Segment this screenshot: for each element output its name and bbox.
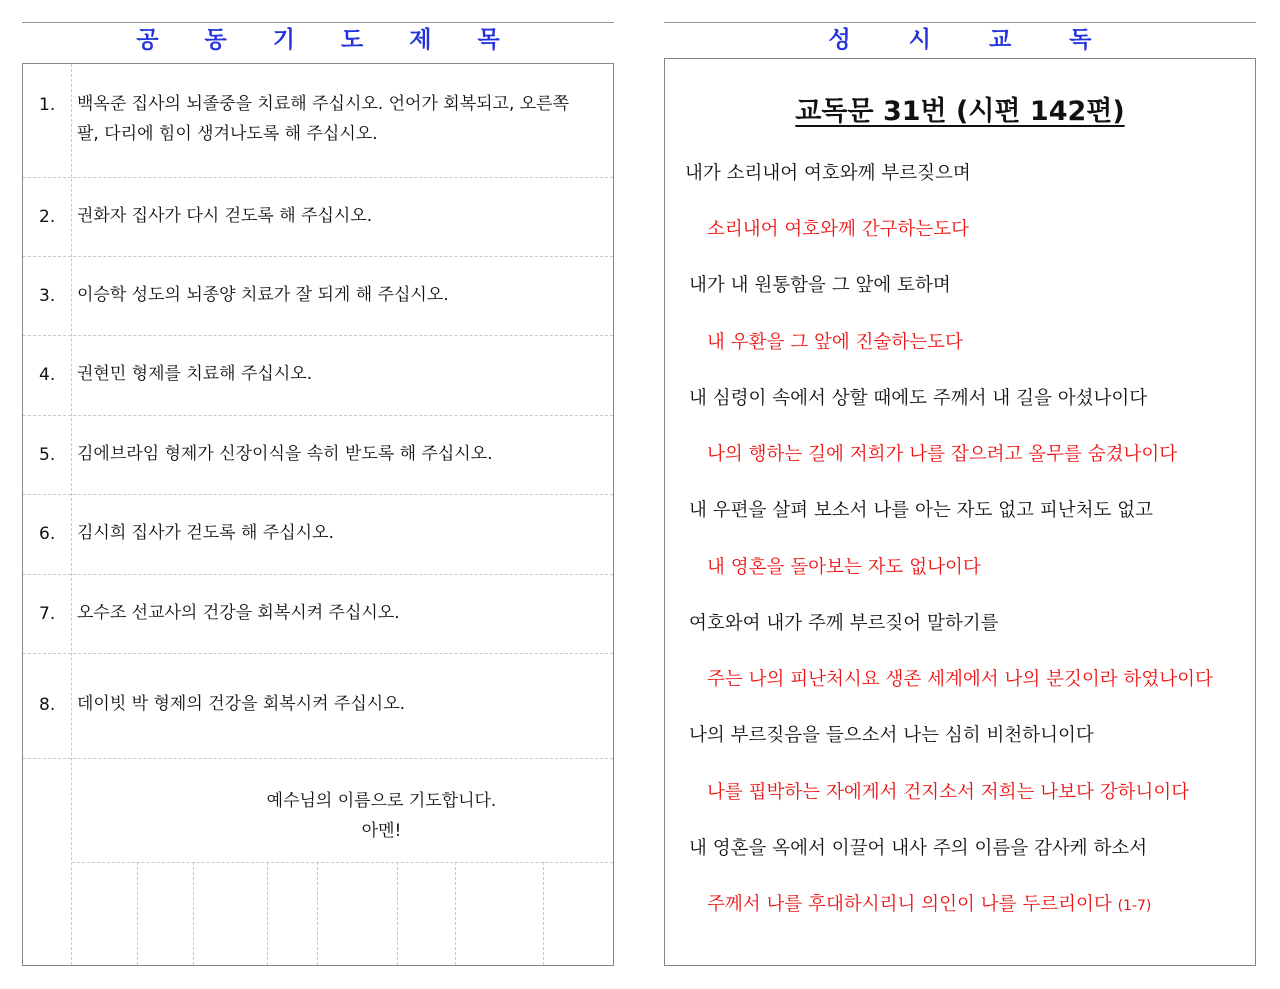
prayer-item xyxy=(23,415,613,495)
leader-line: 내가 내 원통함을 그 앞에 토하며 xyxy=(689,275,951,296)
prayer-list-header xyxy=(22,22,614,63)
leader-line: 내 심령이 속에서 상할 때에도 주께서 내 길을 아셨나이다 xyxy=(689,388,1148,409)
closing-prayer xyxy=(72,758,613,863)
prayer-item xyxy=(23,256,613,336)
people-line: 소리내어 여호와께 간구하는도다 xyxy=(707,219,969,240)
prayer-item xyxy=(23,653,613,759)
prayer-item xyxy=(23,335,613,416)
amen-line: 아멘! xyxy=(361,821,402,841)
people-line: 나의 행하는 길에 저희가 나를 잡으려고 올무를 숨겼나이다 xyxy=(707,444,1178,465)
prayer-item-number: 5. xyxy=(39,445,56,465)
prayer-item-text: 데이빗 박 형제의 건강을 회복시켜 주십시오. xyxy=(77,694,406,714)
prayer-list-panel xyxy=(22,63,614,966)
people-line: 내 영혼을 돌아보는 자도 없나이다 xyxy=(707,557,981,578)
grid-line xyxy=(193,862,194,965)
people-line: 주는 나의 피난처시요 생존 세계에서 나의 분깃이라 하였나이다 xyxy=(707,669,1213,690)
responsive-reading-header xyxy=(664,22,1256,63)
prayer-item xyxy=(23,64,613,178)
leader-line: 내 우편을 살펴 보소서 나를 아는 자도 없고 피난처도 없고 xyxy=(689,500,1153,521)
closing-prayer-line: 예수님의 이름으로 기도합니다. xyxy=(266,791,497,811)
prayer-item xyxy=(23,494,613,575)
prayer-item xyxy=(23,574,613,654)
prayer-item-number: 4. xyxy=(39,365,56,385)
blank-grid xyxy=(23,862,613,965)
leader-line: 내 영혼을 옥에서 이끌어 내사 주의 이름을 감사케 하소서 xyxy=(689,838,1148,859)
people-line: 나를 핍박하는 자에게서 건지소서 저희는 나보다 강하니이다 xyxy=(707,782,1190,803)
prayer-item-number: 8. xyxy=(39,695,56,715)
grid-line xyxy=(543,862,544,965)
prayer-item-text: 김에브라임 형제가 신장이식을 속히 받도록 해 주십시오. xyxy=(77,444,493,464)
verse-reference: (1-7) xyxy=(1117,898,1152,914)
grid-line xyxy=(455,862,456,965)
prayer-item-number: 2. xyxy=(39,207,56,227)
prayer-item-text: 오수조 선교사의 건강을 회복시켜 주십시오. xyxy=(77,603,400,623)
leader-line: 나의 부르짖음을 들으소서 나는 심히 비천하니이다 xyxy=(689,725,1094,746)
people-line-text: 주께서 나를 후대하시리니 의인이 나를 두르리이다 xyxy=(707,894,1112,915)
reading-title: 교독문 31번 (시편 142편) xyxy=(795,96,1125,127)
prayer-list-header-text: 공 동 기 도 제 목 xyxy=(136,27,500,53)
prayer-item-text: 김시희 집사가 걷도록 해 주십시오. xyxy=(77,523,334,543)
responsive-reading-panel xyxy=(664,58,1256,966)
leader-line: 내가 소리내어 여호와께 부르짖으며 xyxy=(685,163,971,184)
people-line xyxy=(707,890,1151,916)
prayer-item-number: 3. xyxy=(39,286,56,306)
prayer-item-number: 6. xyxy=(39,524,56,544)
prayer-item-number: 1. xyxy=(39,95,56,115)
grid-line xyxy=(397,862,398,965)
people-line: 내 우환을 그 앞에 진술하는도다 xyxy=(707,332,963,353)
prayer-item-number: 7. xyxy=(39,604,56,624)
prayer-item-text: 권화자 집사가 다시 걷도록 해 주십시오. xyxy=(77,206,373,226)
prayer-item-text: 이승학 성도의 뇌종양 치료가 잘 되게 해 주십시오. xyxy=(77,285,449,305)
grid-line xyxy=(317,862,318,965)
prayer-item xyxy=(23,177,613,257)
grid-line xyxy=(267,862,268,965)
grid-line xyxy=(137,862,138,965)
leader-line: 여호와여 내가 주께 부르짖어 말하기를 xyxy=(689,613,999,634)
responsive-reading-header-text: 성 시 교 독 xyxy=(828,27,1092,53)
prayer-item-text: 권현민 형제를 치료해 주십시오. xyxy=(77,364,313,384)
prayer-item-text: 백옥준 집사의 뇌졸중을 치료해 주십시오. 언어가 회복되고, 오른쪽 팔, 다리에 힘이 생겨나도록 해 주십시오. xyxy=(77,94,570,144)
